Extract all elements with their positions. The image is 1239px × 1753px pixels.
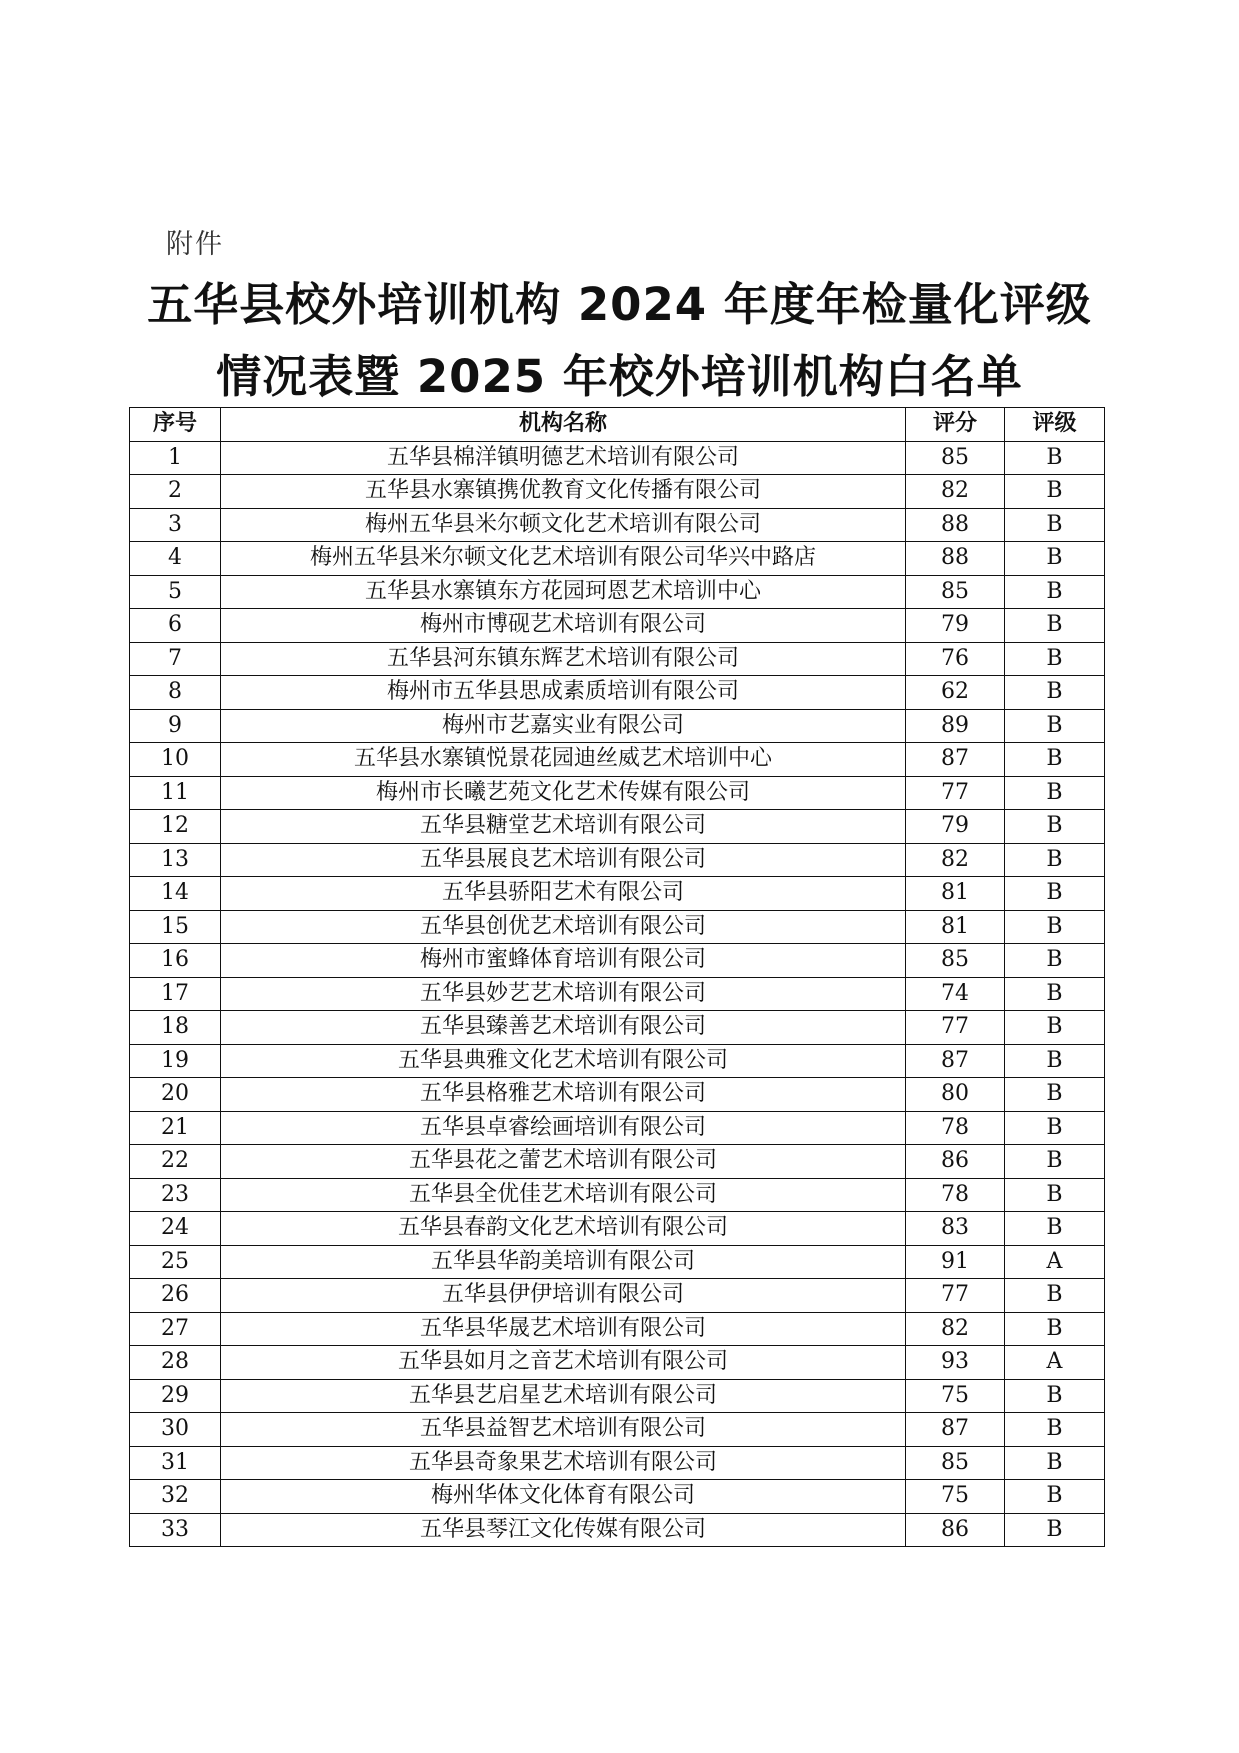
row-institution-name: 五华县河东镇东辉艺术培训有限公司 <box>221 642 906 676</box>
row-serial-number: 24 <box>130 1212 221 1246</box>
table-row <box>130 1513 1105 1547</box>
row-serial-number: 12 <box>130 810 221 844</box>
row-institution-name: 五华县创优艺术培训有限公司 <box>221 910 906 944</box>
row-grade: B <box>1005 944 1105 978</box>
document-title-line-1: 五华县校外培训机构 2024 年度年检量化评级 <box>147 278 1092 331</box>
table-row <box>130 1413 1105 1447</box>
header-grade: 评级 <box>1005 408 1105 442</box>
row-institution-name: 梅州市五华县思成素质培训有限公司 <box>221 676 906 710</box>
row-institution-name: 五华县花之蕾艺术培训有限公司 <box>221 1145 906 1179</box>
row-serial-number: 5 <box>130 575 221 609</box>
row-institution-name: 五华县格雅艺术培训有限公司 <box>221 1078 906 1112</box>
table-row <box>130 843 1105 877</box>
table-row <box>130 1145 1105 1179</box>
row-score: 77 <box>906 1011 1005 1045</box>
row-institution-name: 五华县如月之音艺术培训有限公司 <box>221 1346 906 1380</box>
table-row <box>130 1212 1105 1246</box>
row-score: 82 <box>906 1312 1005 1346</box>
row-serial-number: 22 <box>130 1145 221 1179</box>
table-row <box>130 709 1105 743</box>
row-grade: B <box>1005 609 1105 643</box>
row-score: 74 <box>906 977 1005 1011</box>
row-score: 87 <box>906 743 1005 777</box>
row-serial-number: 8 <box>130 676 221 710</box>
row-grade: B <box>1005 1480 1105 1514</box>
whitelist-table <box>129 407 1105 1547</box>
row-score: 78 <box>906 1178 1005 1212</box>
table-row <box>130 676 1105 710</box>
row-score: 77 <box>906 1279 1005 1313</box>
row-institution-name: 五华县典雅文化艺术培训有限公司 <box>221 1044 906 1078</box>
row-serial-number: 10 <box>130 743 221 777</box>
row-grade: B <box>1005 1279 1105 1313</box>
table-row <box>130 1446 1105 1480</box>
row-grade: B <box>1005 642 1105 676</box>
row-grade: B <box>1005 810 1105 844</box>
row-grade: B <box>1005 709 1105 743</box>
table-row <box>130 877 1105 911</box>
row-grade: B <box>1005 1145 1105 1179</box>
table-row <box>130 1078 1105 1112</box>
row-institution-name: 五华县臻善艺术培训有限公司 <box>221 1011 906 1045</box>
table-row <box>130 910 1105 944</box>
header-institution-name: 机构名称 <box>221 408 906 442</box>
row-score: 79 <box>906 810 1005 844</box>
row-institution-name: 五华县伊伊培训有限公司 <box>221 1279 906 1313</box>
row-grade: B <box>1005 676 1105 710</box>
table-row <box>130 776 1105 810</box>
table-row <box>130 1044 1105 1078</box>
row-serial-number: 7 <box>130 642 221 676</box>
row-serial-number: 23 <box>130 1178 221 1212</box>
row-score: 81 <box>906 910 1005 944</box>
table-row <box>130 508 1105 542</box>
row-serial-number: 15 <box>130 910 221 944</box>
row-score: 88 <box>906 508 1005 542</box>
table-row <box>130 977 1105 1011</box>
row-score: 85 <box>906 575 1005 609</box>
row-score: 88 <box>906 542 1005 576</box>
table-row <box>130 743 1105 777</box>
row-institution-name: 五华县春韵文化艺术培训有限公司 <box>221 1212 906 1246</box>
row-serial-number: 1 <box>130 441 221 475</box>
row-score: 78 <box>906 1111 1005 1145</box>
row-serial-number: 19 <box>130 1044 221 1078</box>
table-row <box>130 1111 1105 1145</box>
row-institution-name: 五华县展良艺术培训有限公司 <box>221 843 906 877</box>
row-score: 77 <box>906 776 1005 810</box>
row-score: 86 <box>906 1145 1005 1179</box>
row-serial-number: 9 <box>130 709 221 743</box>
row-grade: B <box>1005 542 1105 576</box>
row-institution-name: 五华县妙艺艺术培训有限公司 <box>221 977 906 1011</box>
row-institution-name: 五华县华韵美培训有限公司 <box>221 1245 906 1279</box>
row-serial-number: 25 <box>130 1245 221 1279</box>
attachment-label: 附件 <box>166 229 224 260</box>
row-score: 79 <box>906 609 1005 643</box>
table-row <box>130 944 1105 978</box>
row-score: 93 <box>906 1346 1005 1380</box>
row-score: 87 <box>906 1413 1005 1447</box>
row-institution-name: 五华县水寨镇悦景花园迪丝威艺术培训中心 <box>221 743 906 777</box>
row-grade: B <box>1005 1312 1105 1346</box>
row-serial-number: 16 <box>130 944 221 978</box>
row-institution-name: 五华县益智艺术培训有限公司 <box>221 1413 906 1447</box>
row-grade: A <box>1005 1245 1105 1279</box>
table-row <box>130 475 1105 509</box>
row-institution-name: 梅州市蜜蜂体育培训有限公司 <box>221 944 906 978</box>
table-row <box>130 1312 1105 1346</box>
row-grade: B <box>1005 1513 1105 1547</box>
row-score: 80 <box>906 1078 1005 1112</box>
row-serial-number: 30 <box>130 1413 221 1447</box>
table-row <box>130 1245 1105 1279</box>
table-row <box>130 1480 1105 1514</box>
row-serial-number: 28 <box>130 1346 221 1380</box>
row-score: 75 <box>906 1480 1005 1514</box>
row-serial-number: 29 <box>130 1379 221 1413</box>
row-grade: B <box>1005 475 1105 509</box>
header-serial-number: 序号 <box>130 408 221 442</box>
row-score: 85 <box>906 441 1005 475</box>
row-serial-number: 32 <box>130 1480 221 1514</box>
row-institution-name: 梅州五华县米尔顿文化艺术培训有限公司 <box>221 508 906 542</box>
row-score: 91 <box>906 1245 1005 1279</box>
row-serial-number: 21 <box>130 1111 221 1145</box>
row-grade: B <box>1005 1111 1105 1145</box>
row-grade: B <box>1005 508 1105 542</box>
row-institution-name: 梅州五华县米尔顿文化艺术培训有限公司华兴中路店 <box>221 542 906 576</box>
row-score: 75 <box>906 1379 1005 1413</box>
row-score: 62 <box>906 676 1005 710</box>
header-score: 评分 <box>906 408 1005 442</box>
row-institution-name: 梅州市长曦艺苑文化艺术传媒有限公司 <box>221 776 906 810</box>
row-grade: B <box>1005 1212 1105 1246</box>
row-institution-name: 五华县糖堂艺术培训有限公司 <box>221 810 906 844</box>
document-title-line-2: 情况表暨 2025 年校外培训机构白名单 <box>216 350 1023 403</box>
row-grade: B <box>1005 1044 1105 1078</box>
row-serial-number: 33 <box>130 1513 221 1547</box>
row-grade: B <box>1005 843 1105 877</box>
table-row <box>130 441 1105 475</box>
table-row <box>130 542 1105 576</box>
row-institution-name: 五华县全优佳艺术培训有限公司 <box>221 1178 906 1212</box>
table-row <box>130 810 1105 844</box>
row-institution-name: 五华县华晟艺术培训有限公司 <box>221 1312 906 1346</box>
table-row <box>130 609 1105 643</box>
row-grade: B <box>1005 1078 1105 1112</box>
row-institution-name: 五华县琴江文化传媒有限公司 <box>221 1513 906 1547</box>
row-score: 85 <box>906 944 1005 978</box>
row-serial-number: 31 <box>130 1446 221 1480</box>
row-institution-name: 五华县水寨镇携优教育文化传播有限公司 <box>221 475 906 509</box>
row-grade: B <box>1005 977 1105 1011</box>
row-serial-number: 4 <box>130 542 221 576</box>
table-row <box>130 575 1105 609</box>
row-score: 86 <box>906 1513 1005 1547</box>
table-row <box>130 1379 1105 1413</box>
row-institution-name: 梅州华体文化体育有限公司 <box>221 1480 906 1514</box>
row-grade: B <box>1005 1011 1105 1045</box>
row-grade: B <box>1005 877 1105 911</box>
row-serial-number: 27 <box>130 1312 221 1346</box>
row-grade: B <box>1005 776 1105 810</box>
row-grade: B <box>1005 1413 1105 1447</box>
table-header-row <box>130 408 1105 442</box>
row-serial-number: 14 <box>130 877 221 911</box>
row-grade: B <box>1005 743 1105 777</box>
row-grade: A <box>1005 1346 1105 1380</box>
row-serial-number: 17 <box>130 977 221 1011</box>
row-serial-number: 20 <box>130 1078 221 1112</box>
table-row <box>130 1279 1105 1313</box>
row-serial-number: 18 <box>130 1011 221 1045</box>
row-institution-name: 五华县水寨镇东方花园珂恩艺术培训中心 <box>221 575 906 609</box>
row-score: 82 <box>906 475 1005 509</box>
table-row <box>130 1178 1105 1212</box>
row-score: 87 <box>906 1044 1005 1078</box>
row-grade: B <box>1005 910 1105 944</box>
row-institution-name: 梅州市博砚艺术培训有限公司 <box>221 609 906 643</box>
row-grade: B <box>1005 1446 1105 1480</box>
table-row <box>130 642 1105 676</box>
row-institution-name: 梅州市艺嘉实业有限公司 <box>221 709 906 743</box>
row-grade: B <box>1005 1178 1105 1212</box>
row-serial-number: 11 <box>130 776 221 810</box>
row-grade: B <box>1005 441 1105 475</box>
row-institution-name: 五华县奇象果艺术培训有限公司 <box>221 1446 906 1480</box>
row-score: 83 <box>906 1212 1005 1246</box>
row-institution-name: 五华县棉洋镇明德艺术培训有限公司 <box>221 441 906 475</box>
row-serial-number: 6 <box>130 609 221 643</box>
row-score: 81 <box>906 877 1005 911</box>
row-score: 76 <box>906 642 1005 676</box>
row-score: 89 <box>906 709 1005 743</box>
row-grade: B <box>1005 1379 1105 1413</box>
row-institution-name: 五华县艺启星艺术培训有限公司 <box>221 1379 906 1413</box>
row-serial-number: 26 <box>130 1279 221 1313</box>
row-serial-number: 13 <box>130 843 221 877</box>
row-institution-name: 五华县卓睿绘画培训有限公司 <box>221 1111 906 1145</box>
row-serial-number: 3 <box>130 508 221 542</box>
row-serial-number: 2 <box>130 475 221 509</box>
row-institution-name: 五华县骄阳艺术有限公司 <box>221 877 906 911</box>
row-score: 85 <box>906 1446 1005 1480</box>
row-score: 82 <box>906 843 1005 877</box>
row-grade: B <box>1005 575 1105 609</box>
table-row <box>130 1346 1105 1380</box>
table-row <box>130 1011 1105 1045</box>
